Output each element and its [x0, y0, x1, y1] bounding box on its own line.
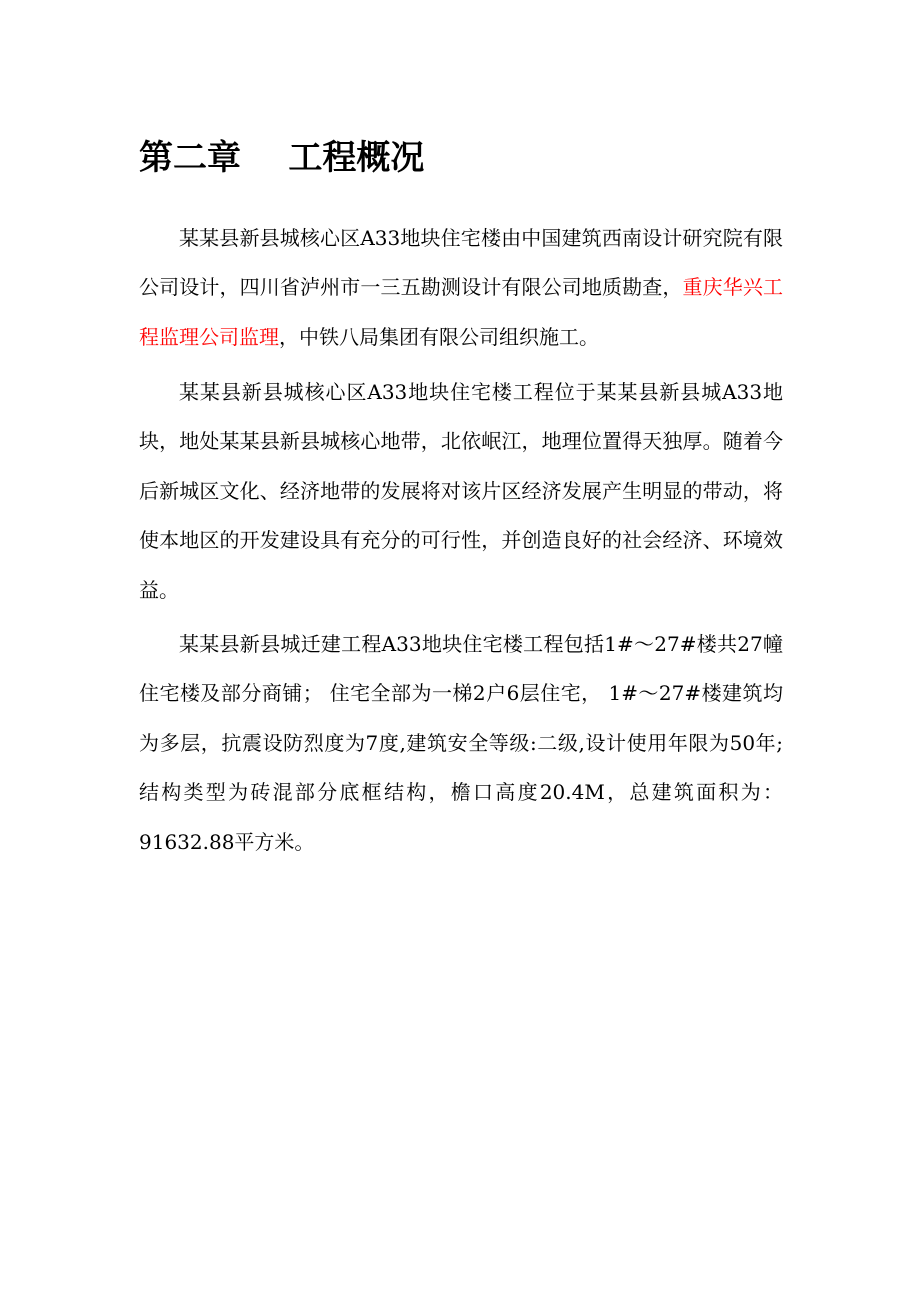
overview-paragraph-1 — [139, 214, 783, 362]
overview-paragraph-2: 某某县新县城核心区A33地块住宅楼工程位于某某县新县城A33地块，地处某某县新县城核心地带，北依岷江，地理位置得天独厚。随着今后新城区文化、经济地带的发展将对该片区经济发展产生明显的带动，将使本地区的开发建设具有充分的可行性，并创造良好的社会经济、环境效益。 — [139, 380, 783, 602]
chapter-title: 第二章 工程概况 — [139, 138, 425, 178]
paragraph-1-text-before: 某某县新县城核心区A33地块住宅楼由中国建筑西南设计研究院有限公司设计，四川省泸州市一三五勘测设计有限公司地质勘查， — [139, 226, 783, 300]
overview-paragraph-3: 某某县新县城迁建工程A33地块住宅楼工程包括1#～27#楼共27幢住宅楼及部分商铺； 住宅全部为一梯2户6层住宅， 1#～27#楼建筑均为多层，抗震设防烈度为7度,建筑安全等级:二级,设计使用年限为50年;结构类型为砖混部分底框结构，檐口高度20.4M，总建筑面积为：91632.88平方米。 — [139, 632, 783, 854]
paragraph-1-text-after: ，中铁八局集团有限公司组织施工。 — [279, 324, 599, 349]
supervision-company-highlight: 重庆华兴工程监理公司监理 — [139, 275, 784, 349]
